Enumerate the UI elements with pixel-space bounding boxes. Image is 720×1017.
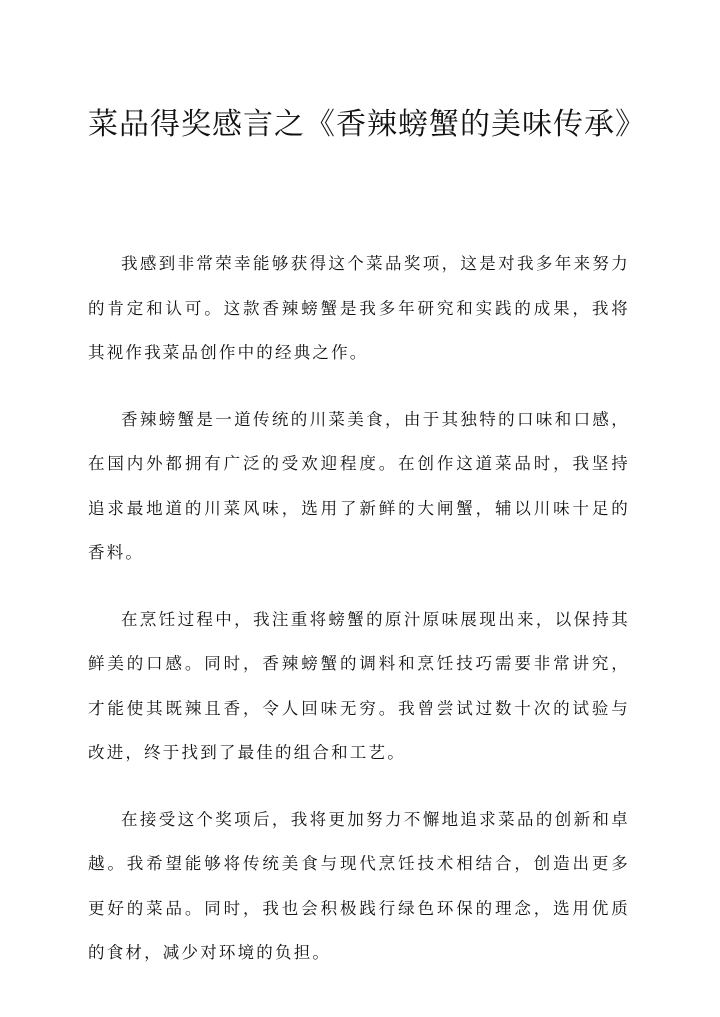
paragraph-4: 在接受这个奖项后，我将更加努力不懈地追求菜品的创新和卓越。我希望能够将传统美食与现代烹饪技术相结合，创造出更多更好的菜品。同时，我也会积极践行绿色环保的理念，选用优质的食材，减少对环境的负担。 [88, 809, 630, 962]
document-title: 菜品得奖感言之《香辣螃蟹的美味传承》 [88, 107, 646, 142]
paragraph-1: 我感到非常荣幸能够获得这个菜品奖项，这是对我多年来努力的肯定和认可。这款香辣螃蟹是我多年研究和实践的成果，我将其视作我菜品创作中的经典之作。 [88, 254, 630, 362]
paragraph-3: 在烹饪过程中，我注重将螃蟹的原汁原味展现出来，以保持其鲜美的口感。同时，香辣螃蟹的调料和烹饪技巧需要非常讲究，才能使其既辣且香，令人回味无穷。我曾尝试过数十次的试验与改进，终于找到了最佳的组合和工艺。 [88, 609, 630, 762]
document-body [88, 242, 630, 998]
paragraph-2: 香辣螃蟹是一道传统的川菜美食，由于其独特的口味和口感，在国内外都拥有广泛的受欢迎程度。在创作这道菜品时，我坚持追求最地道的川菜风味，选用了新鲜的大闸蟹，辅以川味十足的香料。 [88, 409, 630, 562]
